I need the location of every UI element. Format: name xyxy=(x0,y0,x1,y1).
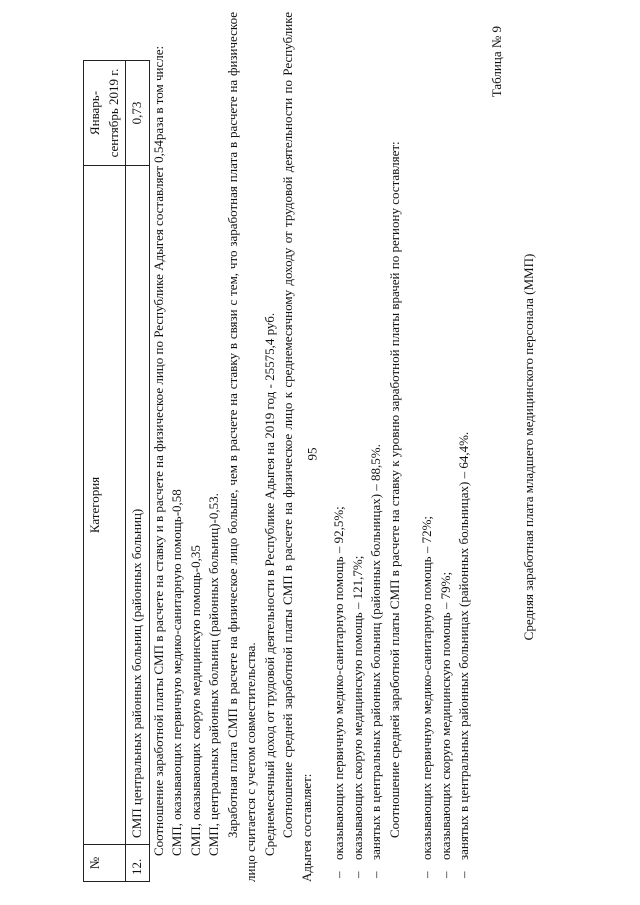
list-item: СМП, оказывающих первичную медико-санитарную помощь-0,58 xyxy=(169,489,184,856)
paragraph-doctor-ratio: Соотношение средней заработной платы СМП в расчете на ставку к уровню заработной платы врачей по региону составляет: xyxy=(386,141,402,838)
table-header-row xyxy=(84,61,126,882)
list-item: – оказывающих первичную медико-санитарную помощь – 92,5%; xyxy=(330,12,349,882)
paragraph-income-ratio: Соотношение средней заработной платы СМП в расчете на физическое лицо к среднемесячному доходу от трудовой деятельности по Республике Адыгея составляет: xyxy=(280,12,314,882)
header-category: Категория xyxy=(84,166,126,845)
table-label: Таблица № 9 xyxy=(488,26,504,98)
paragraph-income: Среднемесячный доход от трудовой деятельности в Республике Адыгея на 2019 год - 25575,4 руб. xyxy=(261,312,277,856)
rotated-content xyxy=(62,12,622,882)
row-category: СМП центральных районных больниц (районных больниц) xyxy=(126,166,150,845)
paragraph-ratio: Соотношение заработной платы СМП в расчете на ставку и в расчете на физическое лицо по Республике Адыгея составляет 0,54раза в том числе: xyxy=(150,45,166,856)
paragraph-explanation: Заработная плата СМП в расчете на физическое лицо больше, чем в расчете на ставку в связи с тем, что заработная плата в расчете на физическое лицо считается с учетом совместительства. xyxy=(224,12,258,882)
list-item: – оказывающих первичную медико-санитарную помощь – 72%; xyxy=(418,12,437,882)
header-period: Январь-сентябрь 2019 г. xyxy=(84,61,126,166)
row-value: 0,73 xyxy=(126,61,150,166)
list-item: – занятых в центральных районных больниц (районных больницах) – 88,5%. xyxy=(367,12,386,882)
salary-ratio-table xyxy=(83,60,150,882)
list-item: – оказывающих скорую медицинскую помощь – 121,7%; xyxy=(349,12,368,882)
table-caption: Средняя заработная плата младшего медицинского персонала (ММП) xyxy=(521,253,536,641)
list-item: – занятых в центральных районных больницах (районных больницах) – 64,4%. xyxy=(455,12,474,882)
header-number: № xyxy=(84,845,126,882)
row-number: 12. xyxy=(126,845,150,882)
list-item: СМП, оказывающих скорую медицинскую помощь-0,35 xyxy=(187,545,203,856)
list-item: СМП, центральных районных больниц (районных больниц)-0,53. xyxy=(206,493,221,856)
list-item: – оказывающих скорую медицинскую помощь – 79%; xyxy=(437,12,456,882)
table-row xyxy=(126,61,150,882)
page-number: 95 xyxy=(304,447,320,461)
